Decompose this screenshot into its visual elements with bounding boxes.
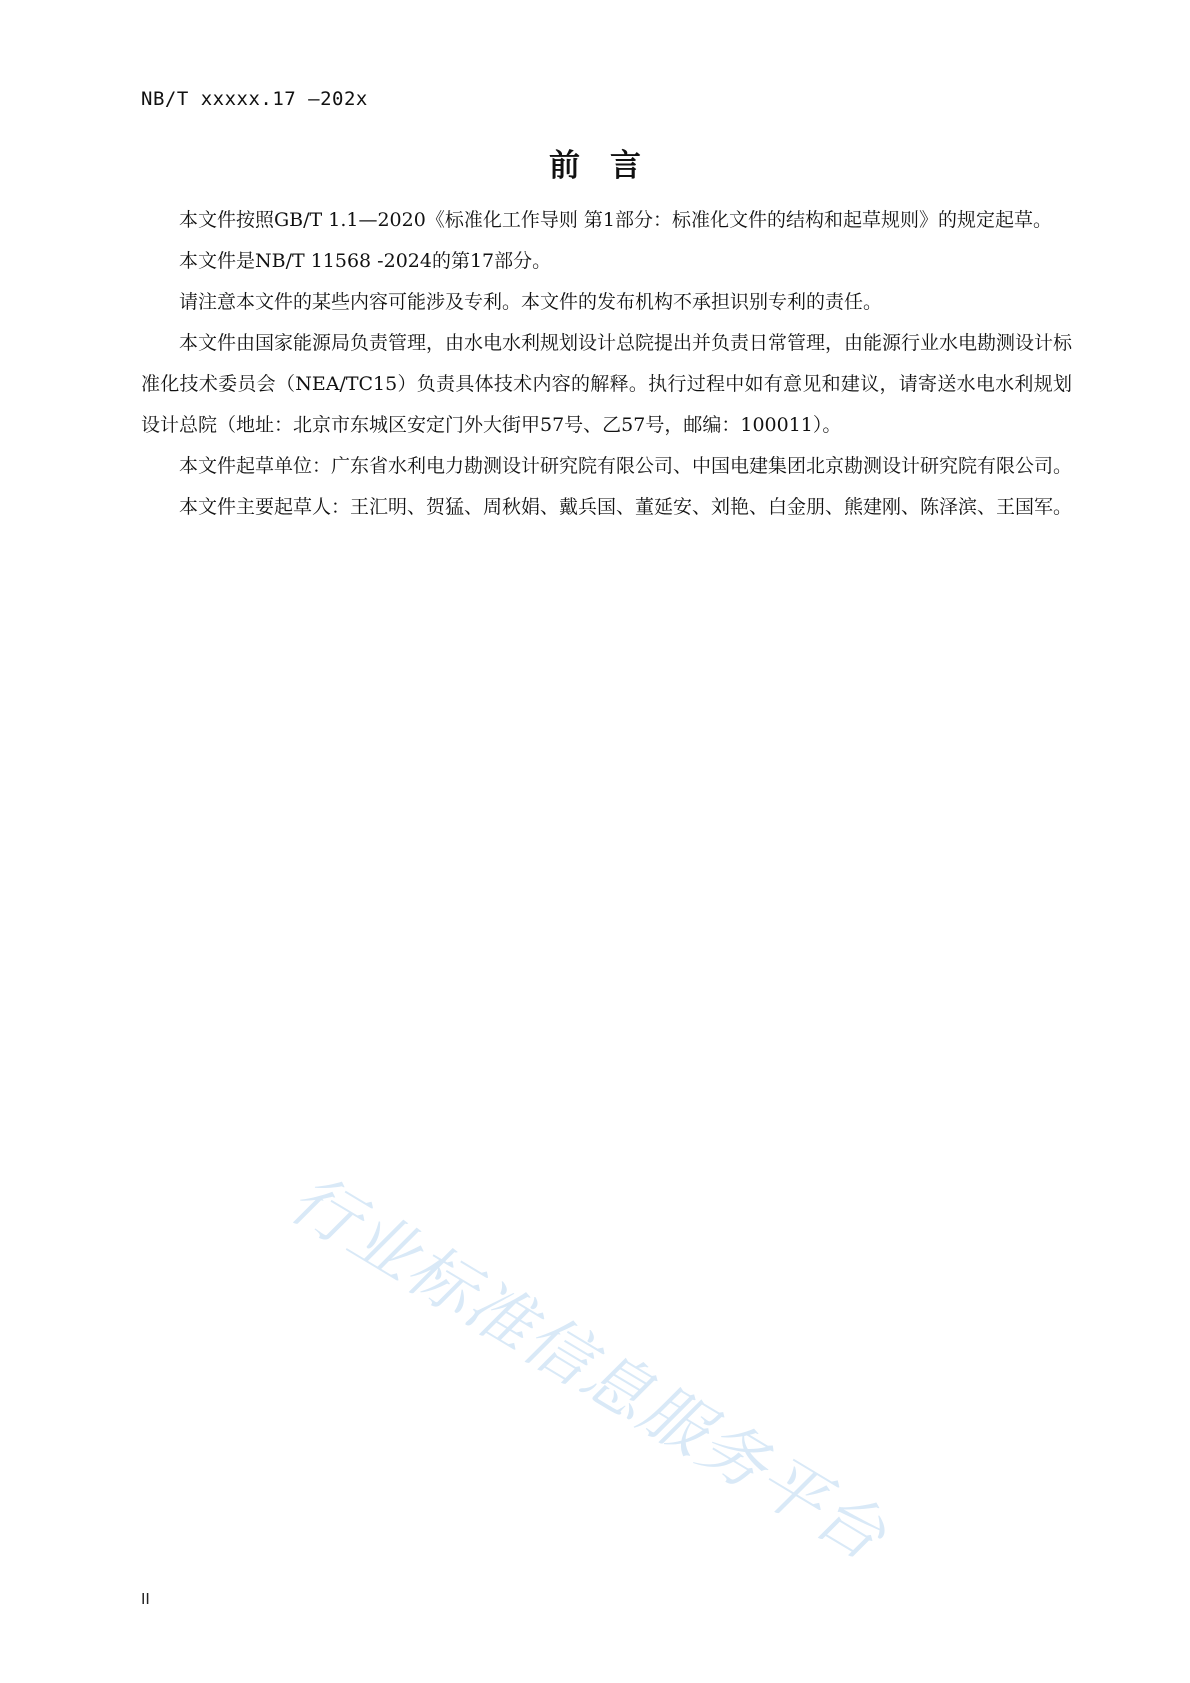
title-char-2: 言 [610, 148, 641, 184]
paragraph-patent-notice: 请注意本文件的某些内容可能涉及专利。本文件的发布机构不承担识别专利的责任。 [179, 291, 883, 313]
paragraph-drafters: 本文件主要起草人：王汇明、贺猛、周秋娟、戴兵国、董延安、刘艳、白金朋、熊建刚、陈泽滨、王国军。 [179, 496, 1073, 518]
paragraph-drafting-units: 本文件起草单位：广东省水利电力勘测设计研究院有限公司、中国电建集团北京勘测设计研究院有限公司。 [179, 455, 1073, 477]
title-char-1: 前 [549, 148, 580, 184]
paragraph-drafting-rules: 本文件按照GB/T 1.1—2020《标准化工作导则 第1部分：标准化文件的结构和起草规则》的规定起草。 [179, 209, 1052, 231]
paragraph-part-info: 本文件是NB/T 11568 -2024的第17部分。 [179, 250, 552, 272]
foreword-body [141, 200, 1072, 528]
page-title [0, 140, 1190, 185]
paragraph-management: 本文件由国家能源局负责管理，由水电水利规划设计总院提出并负责日常管理，由能源行业水电勘测设计标准化技术委员会（NEA/TC15）负责具体技术内容的解释。执行过程中如有意见和建议，请寄送水电水利规划设计总院（地址：北京市东城区安定门外大街甲57号、乙57号，邮编：100011）。 [141, 332, 1073, 436]
watermark-text: 行业标准信息服务平台 [277, 1159, 900, 1576]
page-number: II [141, 1590, 150, 1608]
standard-code-header: NB/T xxxxx.17 —202x [141, 88, 368, 110]
